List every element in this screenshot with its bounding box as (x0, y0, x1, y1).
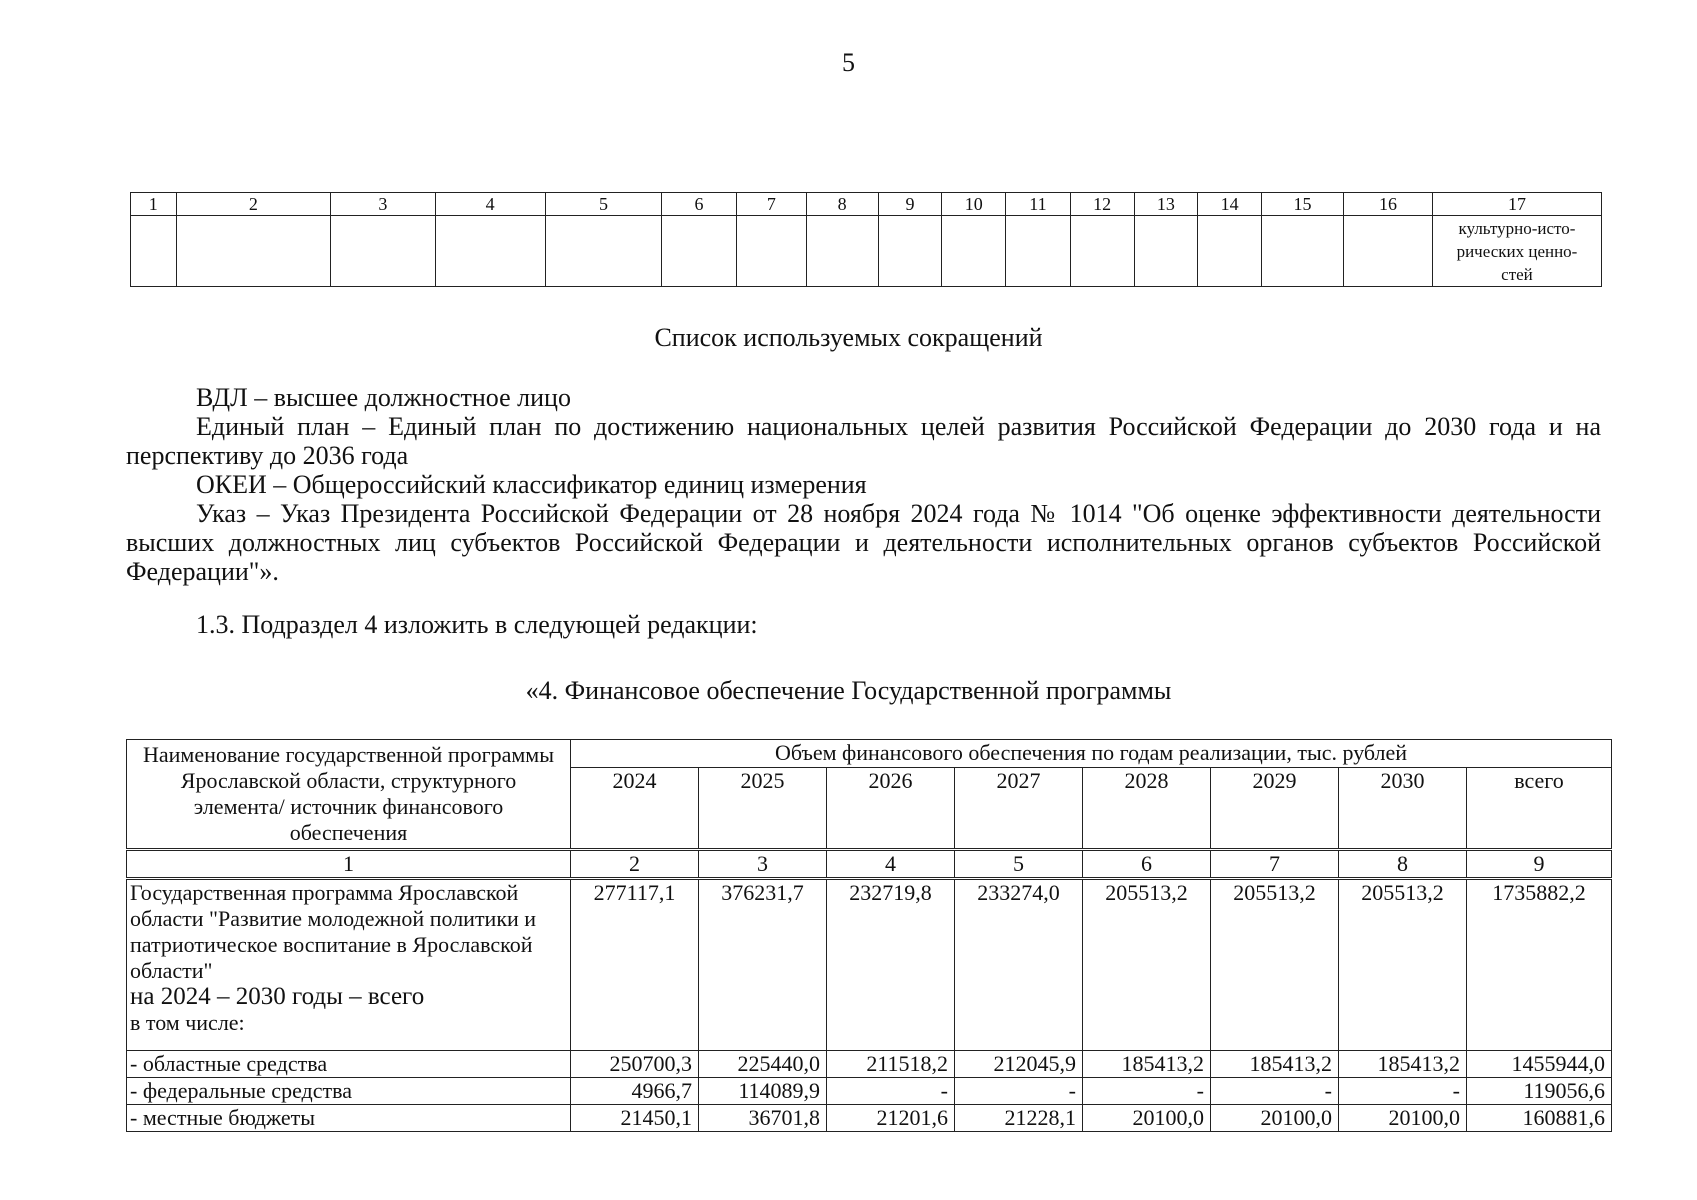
cultural-values-cell (1432, 216, 1601, 287)
column-number: 11 (1006, 193, 1071, 216)
column-number: 16 (1343, 193, 1432, 216)
program-value: 232719,8 (827, 879, 955, 1051)
abbreviations-list (126, 383, 1601, 586)
funding-value: - (827, 1078, 955, 1105)
program-name: Государственная программа Ярославской области "Развитие молодежной политики и патриотическое воспитание в Ярославской области" (130, 880, 537, 983)
empty-cell (942, 216, 1006, 287)
funding-value: 114089,9 (699, 1078, 827, 1105)
program-value: 277117,1 (571, 879, 699, 1051)
program-value: 376231,7 (699, 879, 827, 1051)
abbreviation-item: Единый план – Единый план по достижению национальных целей развития Российской Федерации до 2030 года и на перспективу до 2036 года (126, 412, 1601, 470)
column-number: 1 (131, 193, 177, 216)
funding-value: 211518,2 (827, 1051, 955, 1078)
cell-line: стей (1501, 264, 1533, 284)
item-1-3-text: 1.3. Подраздел 4 изложить в следующей редакции: (196, 610, 758, 639)
name-header: Наименование государственной программы Ярославской области, структурного элемента/ источник финансового обеспечения (127, 740, 571, 850)
program-period: на 2024 – 2030 годы – всего (130, 983, 425, 1010)
column-number: 9 (1467, 850, 1612, 879)
column-number: 2 (176, 193, 331, 216)
funding-value: - (1211, 1078, 1339, 1105)
empty-cell (331, 216, 435, 287)
year-header: 2026 (827, 767, 955, 849)
funding-source-label: - местные бюджеты (127, 1105, 571, 1132)
funding-total: 1455944,0 (1467, 1051, 1612, 1078)
finance-table (126, 739, 1612, 1132)
funding-source-label: - федеральные средства (127, 1078, 571, 1105)
funding-value: 20100,0 (1339, 1105, 1467, 1132)
year-header: 2025 (699, 767, 827, 849)
funding-source-label: - областные средства (127, 1051, 571, 1078)
column-number: 8 (1339, 850, 1467, 879)
empty-cell (806, 216, 878, 287)
empty-cell (1343, 216, 1432, 287)
program-value: 205513,2 (1211, 879, 1339, 1051)
cell-line: культурно-исто- (1458, 218, 1576, 238)
item-1-3 (126, 610, 1601, 639)
funding-value: 4966,7 (571, 1078, 699, 1105)
table-row (127, 1105, 1612, 1132)
funding-value: 21450,1 (571, 1105, 699, 1132)
funding-value: - (955, 1078, 1083, 1105)
column-number: 6 (1083, 850, 1211, 879)
column-number: 2 (571, 850, 699, 879)
program-total: 1735882,2 (1467, 879, 1612, 1051)
column-number: 12 (1070, 193, 1134, 216)
year-header: 2029 (1211, 767, 1339, 849)
empty-cell (736, 216, 806, 287)
column-number: 13 (1134, 193, 1198, 216)
funding-value: 20100,0 (1083, 1105, 1211, 1132)
funding-value: - (1083, 1078, 1211, 1105)
program-including: в том числе: (130, 1010, 245, 1035)
empty-cell (1198, 216, 1262, 287)
finance-header-row (127, 740, 1612, 768)
continuation-header-row (131, 193, 1602, 216)
program-row (127, 879, 1612, 1051)
continuation-body-row (131, 216, 1602, 287)
funding-total: 160881,6 (1467, 1105, 1612, 1132)
empty-cell (1262, 216, 1344, 287)
funding-value: 185413,2 (1083, 1051, 1211, 1078)
column-number: 4 (827, 850, 955, 879)
program-value: 205513,2 (1083, 879, 1211, 1051)
empty-cell (131, 216, 177, 287)
column-number: 6 (662, 193, 737, 216)
empty-cell (878, 216, 942, 287)
column-number: 8 (806, 193, 878, 216)
table-row (127, 1078, 1612, 1105)
funding-value: - (1339, 1078, 1467, 1105)
column-number: 7 (736, 193, 806, 216)
funding-value: 21201,6 (827, 1105, 955, 1132)
funding-value: 21228,1 (955, 1105, 1083, 1132)
empty-cell (662, 216, 737, 287)
continuation-table (130, 192, 1602, 287)
funding-value: 225440,0 (699, 1051, 827, 1078)
column-number: 10 (942, 193, 1006, 216)
year-header: 2030 (1339, 767, 1467, 849)
column-number: 9 (878, 193, 942, 216)
program-name-cell (127, 879, 571, 1051)
column-number: 3 (699, 850, 827, 879)
empty-cell (1070, 216, 1134, 287)
column-number: 7 (1211, 850, 1339, 879)
column-number: 4 (435, 193, 545, 216)
year-header: 2024 (571, 767, 699, 849)
column-numbers-row (127, 850, 1612, 879)
empty-cell (545, 216, 661, 287)
abbreviations-title: Список используемых сокращений (654, 323, 1043, 352)
empty-cell (176, 216, 331, 287)
funding-total: 119056,6 (1467, 1078, 1612, 1105)
column-number: 1 (127, 850, 571, 879)
column-number: 5 (955, 850, 1083, 879)
empty-cell (1006, 216, 1071, 287)
funding-value: 250700,3 (571, 1051, 699, 1078)
column-number: 5 (545, 193, 661, 216)
funding-value: 212045,9 (955, 1051, 1083, 1078)
cell-line: рических ценно- (1456, 241, 1578, 261)
abbreviation-item: ВДЛ – высшее должностное лицо (196, 383, 571, 412)
funding-value: 185413,2 (1339, 1051, 1467, 1078)
finance-section-title: «4. Финансовое обеспечение Государственной программы (525, 676, 1172, 705)
table-row (127, 1051, 1612, 1078)
funding-value: 185413,2 (1211, 1051, 1339, 1078)
volume-header: Объем финансового обеспечения по годам реализации, тыс. рублей (571, 740, 1612, 768)
column-number: 15 (1262, 193, 1344, 216)
column-number: 17 (1432, 193, 1601, 216)
total-header: всего (1467, 767, 1612, 849)
empty-cell (1134, 216, 1198, 287)
abbreviation-item: ОКЕИ – Общероссийский классификатор единиц измерения (196, 470, 867, 499)
funding-value: 36701,8 (699, 1105, 827, 1132)
empty-cell (435, 216, 545, 287)
funding-value: 20100,0 (1211, 1105, 1339, 1132)
program-value: 233274,0 (955, 879, 1083, 1051)
program-value: 205513,2 (1339, 879, 1467, 1051)
column-number: 14 (1198, 193, 1262, 216)
year-header: 2028 (1083, 767, 1211, 849)
year-header: 2027 (955, 767, 1083, 849)
column-number: 3 (331, 193, 435, 216)
abbreviation-item: Указ – Указ Президента Российской Федерации от 28 ноября 2024 года № 1014 "Об оценке эффективности деятельности высших должностных лиц субъектов Российской Федерации и деятельности исполнительных органов субъектов Российской Федерации"». (126, 499, 1601, 586)
page-number: 5 (842, 48, 855, 77)
